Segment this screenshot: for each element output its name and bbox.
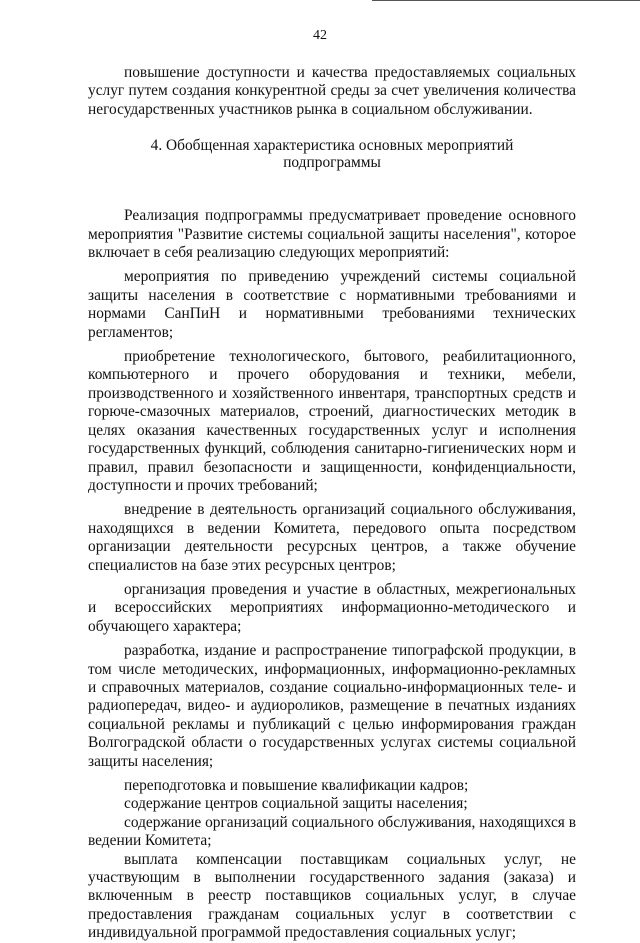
paragraph-events: организация проведения и участие в областных, межрегиональных и всероссийских мероприятиях информационно-методического и обучающего характера; [88, 580, 576, 635]
paragraph-centers-maintenance: содержание центров социальной защиты населения; [124, 795, 468, 813]
document-body [88, 64, 576, 943]
paragraph-compensation: выплата компенсации поставщикам социальных услуг, не участвующим в выполнении государственного задания (заказа) и включенным в реестр поставщиков социальных услуг, в случае предоставления гражданам социальных услуг в соответствии с индивидуальной программой предоставления социальных услуг; [88, 850, 576, 942]
paragraph-organizations-maintenance: содержание организаций социального обслуживания, находящихся в ведении Комитета; [88, 813, 576, 850]
intro-paragraph: повышение доступности и качества предоставляемых социальных услуг путем создания конкурентной среды за счет увеличения количества негосударственных участников рынка в социальном обслуживании. [88, 64, 576, 118]
paragraph-sanpin: мероприятия по приведению учреждений системы социальной защиты населения в соответствие с нормативными требованиями и нормами СанПиН и нормативными требованиями технических регламентов; [88, 268, 576, 341]
section-heading-line-2: подпрограммы [283, 154, 381, 172]
page-number: 42 [313, 28, 327, 43]
paragraph-equipment: приобретение технологического, бытового, реабилитационного, компьютерного и прочего оборудования и техники, мебели, производственного и хозяйственного инвентаря, транспортных средств и горюче-смазочных материалов, строений, диагностических методик в целях оказания качественных государственных услуг и исполнения государственных функций, соблюдения санитарно-гигиенических норм и правил, правил безопасности и защищенности, конфиденциальности, доступности и прочих требований; [88, 348, 576, 494]
paragraph-overview: Реализация подпрограммы предусматривает проведение основного мероприятия "Развитие системы социальной защиты населения", которое включает в себя реализацию следующих мероприятий: [88, 207, 576, 262]
top-edge-rule [372, 0, 640, 1]
section-heading [88, 137, 576, 171]
paragraph-publications: разработка, издание и распространение типографской продукции, в том числе методических, информационных, информационно-рекламных и справочных материалов, создание социально-информационных теле- и радиопередач, видео- и аудиороликов, размещение в печатных изданиях социальной рекламы и публикаций с целью информирования граждан Волгоградской области о государственных услугах системы социальной защиты населения; [88, 642, 576, 770]
paragraph-resource-centers: внедрение в деятельность организаций социального обслуживания, находящихся в ведении Комитета, передового опыта посредством организации деятельности ресурсных центров, а также обучение специалистов на базе этих ресурсных центров; [88, 501, 576, 574]
paragraph-training: переподготовка и повышение квалификации кадров; [124, 777, 469, 794]
section-heading-line-1: 4. Обобщенная характеристика основных мероприятий [150, 137, 514, 155]
